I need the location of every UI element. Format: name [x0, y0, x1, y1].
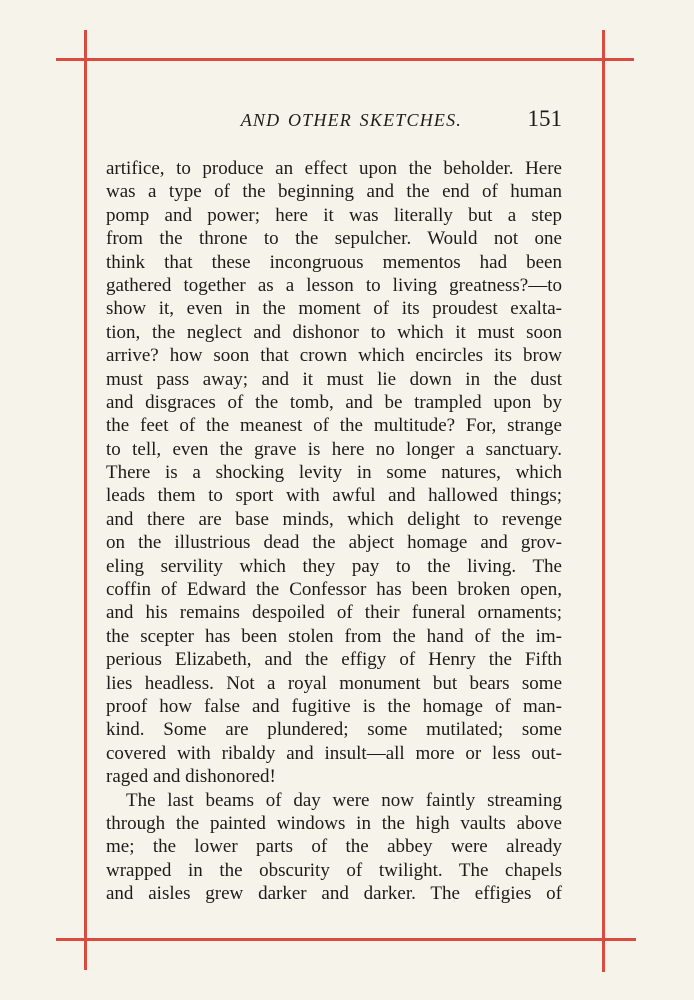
page-number: 151 — [527, 106, 562, 131]
bottom-border-rule — [56, 938, 636, 941]
paragraph-start-line: The last beams of day were now faintly streaming — [126, 789, 562, 811]
text-line: through the painted windows in the high vaults above — [106, 812, 562, 834]
text-line: the scepter has been stolen from the hand of the im- — [106, 625, 562, 647]
text-line: the feet of the meanest of the multitude? For, strange — [106, 415, 562, 437]
text-line: tion, the neglect and dishonor to which it must soon — [106, 321, 562, 343]
text-line: covered with ribaldy and insult—all more or less out- — [106, 742, 562, 764]
text-line: must pass away; and it must lie down in the dust — [106, 368, 562, 390]
text-line: arrive? how soon that crown which encircles its brow — [106, 345, 562, 367]
text-line: on the illustrious dead the abject homage and grov- — [106, 532, 562, 554]
text-line: and disgraces of the tomb, and be trampled upon by — [106, 391, 562, 413]
left-border-rule — [84, 30, 87, 970]
right-border-rule — [602, 30, 605, 972]
text-line: and aisles grew darker and darker. The effigies of — [106, 883, 562, 905]
body-text — [106, 157, 562, 906]
text-line: was a type of the beginning and the end of human — [106, 181, 562, 203]
text-line: and there are base minds, which delight to revenge — [106, 508, 562, 530]
text-line: coffin of Edward the Confessor has been broken open, — [106, 579, 562, 601]
text-line: kind. Some are plundered; some mutilated; some — [106, 719, 562, 741]
text-line: to tell, even the grave is here no longer a sanctuary. — [106, 438, 562, 460]
text-line: and his remains despoiled of their funeral ornaments; — [106, 602, 562, 624]
running-title: AND OTHER SKETCHES. — [240, 110, 462, 130]
text-line: from the throne to the sepulcher. Would not one — [106, 228, 562, 250]
text-line: me; the lower parts of the abbey were already — [106, 836, 562, 858]
text-line: wrapped in the obscurity of twilight. The chapels — [106, 859, 562, 881]
paragraph-end-line: raged and dishonored! — [106, 766, 276, 788]
text-line: gathered together as a lesson to living greatness?—to — [106, 274, 562, 296]
text-line: perious Elizabeth, and the effigy of Henry the Fifth — [106, 649, 562, 671]
top-border-rule — [56, 58, 634, 61]
text-line: pomp and power; here it was literally but a step — [106, 204, 562, 226]
text-line: leads them to sport with awful and hallowed things; — [106, 485, 562, 507]
text-line: think that these incongruous mementos had been — [106, 251, 562, 273]
text-line: artifice, to produce an effect upon the beholder. Here — [106, 158, 562, 179]
text-line: proof how false and fugitive is the homage of man- — [106, 695, 562, 717]
text-line: lies headless. Not a royal monument but bears some — [106, 672, 562, 694]
text-line: show it, even in the moment of its proudest exalta- — [106, 298, 562, 320]
text-line: eling servility which they pay to the living. The — [106, 555, 562, 577]
running-head — [106, 106, 562, 136]
text-line: There is a shocking levity in some natures, which — [106, 462, 562, 484]
